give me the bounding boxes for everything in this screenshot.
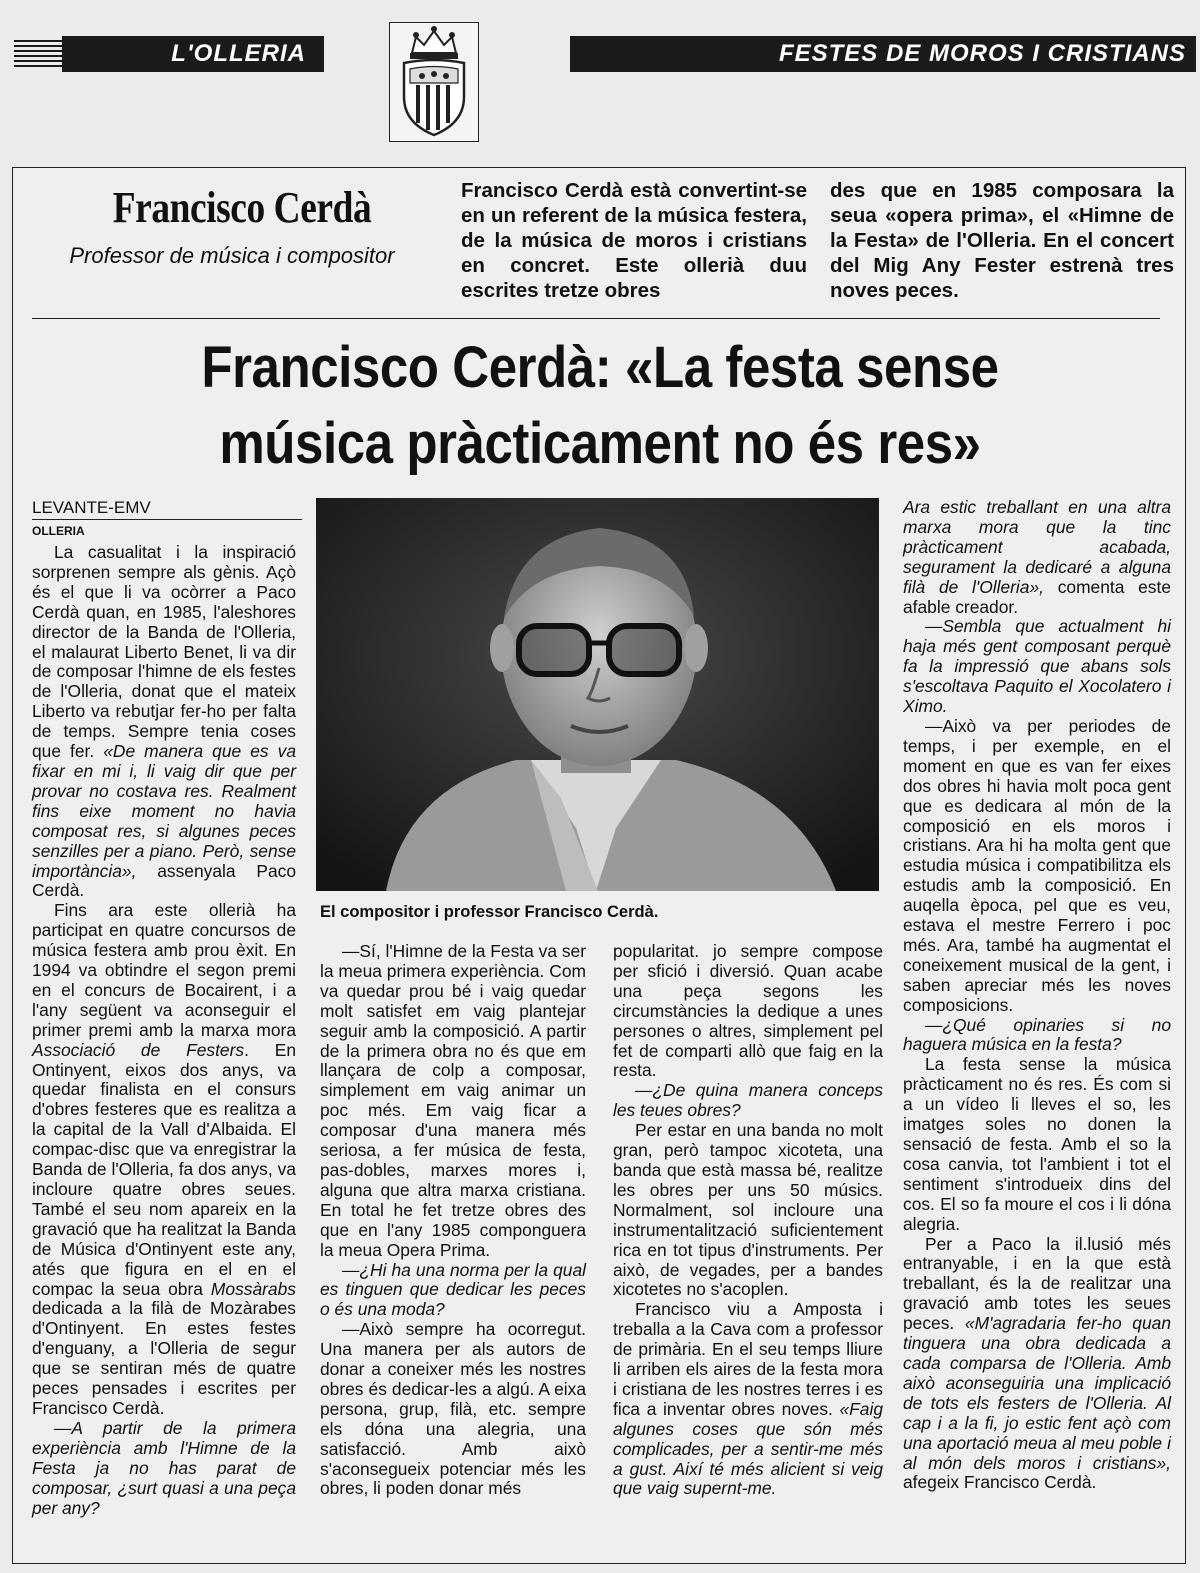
- interview-question: —A partir de la primera experiència amb l'Himne de la Festa ja no has parat de composar, ¿surt quasi a una peça per any?: [32, 1417, 296, 1518]
- coat-of-arms-icon: [389, 22, 479, 142]
- paragraph: popularitat. jo sempre compose per sfició i diversió. Quan acabe una peça segons les circumstàncies la dedique a unes persones o altres, simplement pel fet de comparti allò que faig en la resta.: [613, 941, 883, 1081]
- source-credit: LEVANTE-EMV: [32, 498, 302, 520]
- paragraph: Per a Paco la il.lusió més entranyable, i en la que està treballant, és la de realitzar una gravació amb totes les seues peces. «M'agradaria fer-ho quan tinguera una obra dedicada a cada comparsa de l'Olleria. Amb això aconseguiria una implicació de tots els festers de l'Olleria. Al cap i a la fi, jo estic fent açò com una aportació meua al meu poble i al món dels moros i cristians», afegeix Francisco Cerdà.: [903, 1233, 1171, 1493]
- section-label: L'OLLERIA: [62, 36, 324, 72]
- portrait-photo: [316, 498, 879, 891]
- intro-text-1: Francisco Cerdà està convertint-se en un referent de la música festera, de la música de moros i cristians en concret. Este ollerià duu escrites tretze obres: [461, 179, 807, 302]
- article-column-3: [613, 942, 883, 1499]
- byline-name: Francisco Cerdà: [112, 183, 372, 232]
- paragraph: —Això va per periodes de temps, i per exemple, en el moment en que es van fer eixes dos obres hi havia molt poca gent que es dedicara al món de la composició en els moros i cristians. Ara hi ha molta gent que estudia música i compatibilitza els estudis amb la composició. En auqella època, pel que es veu, estava el mestre Ferrero i poc més. Ara, també ha augmentat el coneixement musical de la gent, i saben apreciar més les noves composicions.: [903, 715, 1171, 1015]
- headline-line-1: Francisco Cerdà: «La festa sense: [201, 335, 999, 400]
- headline-line-2: música pràcticament no és res»: [219, 411, 981, 476]
- interview-question: —Sembla que actualment hi haja més gent composant perquè fa la impressió que abans sols s'escoltava Paquito el Xocolatero i Ximo.: [903, 616, 1171, 717]
- interview-question: —¿Hi ha una norma per la qual es tinguen que dedicar les peces o és una moda?: [320, 1259, 586, 1320]
- paragraph: La festa sense la música pràcticament no és res. És com si a un vídeo li lleves el so, les imatges soles no donen la sensació de festa. Amb el so la cosa canvia, tot l'ambient i tot el sentiment s'introdueix dins del cos. El so fa moure el cos i li dóna alegria.: [903, 1054, 1171, 1234]
- paragraph: —Això sempre ha ocorregut. Una manera per als autors de donar a coneixer més les nostres obres és dedicar-les a algú. A eixa persona, grup, filà, etc. sempre els dóna una alegria, una satisfacció. Amb això s'aconsegueix potenciar més les obres, li poden donar més: [320, 1319, 586, 1499]
- article-column-2: [320, 942, 586, 1499]
- masthead-rule-lines: [14, 40, 64, 68]
- byline-role: Professor de música i compositor: [69, 243, 395, 268]
- section-title: FESTES DE MOROS I CRISTIANS: [570, 36, 1196, 72]
- headline: [125, 330, 1075, 482]
- article-column-1: [32, 543, 296, 1518]
- interview-question: —¿Qué opinaries si no haguera música en la festa?: [903, 1014, 1171, 1055]
- paragraph: La casualitat i la inspiració sorprenen sempre als gènis. Açò és el que li va ocòrrer a Paco Cerdà quan, en 1985, l'aleshores director de la Banda de l'Olleria, el malaurat Liberto Benet, li va dir de composar l'himne de els festes de l'Olleria, donat que el mateix Liberto va rebutjar fer-ho per falta de temps. Sempre tenia coses que fer. «De manera que es va fixar en mi i, li vaig dir que per provar no costava res. Realment fins eixe moment no havia composat res, si algunes peces senzilles per a piano. Però, sense importància», assenyala Paco Cerdà.: [32, 542, 296, 901]
- dateline-place: OLLERIA: [32, 524, 85, 538]
- header-divider: [32, 318, 1160, 319]
- paragraph: —Sí, l'Himne de la Festa va ser la meua primera experiència. Com va quedar prou bé i vaig quedar molt satisfet em vaig plantejar seguir amb la composició. A partir de la primera obra no és que em llançara de colp a composar, simplement em vaig animar un poc més. Em vaig ficar a composar d'una manera més seriosa, a fer música de festa, pas-dobles, marxes mores i, alguna que altra marxa cristiana. En total he fet tretze obres des que en l'any 1985 componguera la meua Opera Prima.: [320, 941, 586, 1260]
- paragraph: Ara estic treballant en una altra marxa mora que la tinc pràcticament acabada, segurament la dedicaré a alguna filà de l'Olleria», comenta este afable creador.: [903, 497, 1171, 617]
- paragraph: Francisco viu a Amposta i treballa a la Cava com a professor de primària. En el seu temps lliure li arriben els aires de la festa mora i cristiana de les nostres terres i es fica a inventar obres noves. «Faig algunes coses que són més complicades, per a sentir-me més a gust. Així té més alicient si veig que vaig supernt-me.: [613, 1299, 884, 1499]
- interview-question: —¿De quina manera conceps les teues obres?: [613, 1080, 883, 1121]
- paragraph: Fins ara este ollerià ha participat en quatre concursos de música festera amb prou èxit. En 1994 va obtindre el segon premi en el concurs de Bocairent, i a l'any següent va aconseguir el primer premi amb la marxa mora Associació de Festers. En Ontinyent, eixos dos anys, va quedar finalista en el consurs d'obres festeres que es realitza a la capital de la Vall d'Albaida. El compac-disc que va enregistrar la Banda de l'Olleria, fa dos anys, va incloure quatre obres seues. També el seu nom apareix en la gravació que ha realitzat la Banda de Música d'Ontinyent este any, atés que figura en el en el compac la seua obra Mossàrabs dedicada a la filà de Mozàrabes d'Ontinyent. En estes festes d'enguany, a l'Olleria de segur que se sentiran més de quatre peces pensades i escrites per Francisco Cerdà.: [32, 900, 296, 1418]
- intro-text-2: des que en 1985 composara la seua «opera prima», el «Himne de la Festa» de l'Olleria. En el concert del Mig Any Fester estrenà tres noves peces.: [830, 179, 1174, 302]
- article-column-4: [903, 498, 1171, 1493]
- paragraph: Per estar en una banda no molt gran, però tampoc xicoteta, una banda que està massa bé, realitze les obres per uns 50 músics. Normalment, sol incloure una instrumentalització suficientement rica en tot tipus d'instruments. Per això, de vegades, per a bandes xicotetes no s'acoplen.: [613, 1120, 883, 1300]
- photo-caption: El compositor i professor Francisco Cerdà.: [320, 903, 659, 921]
